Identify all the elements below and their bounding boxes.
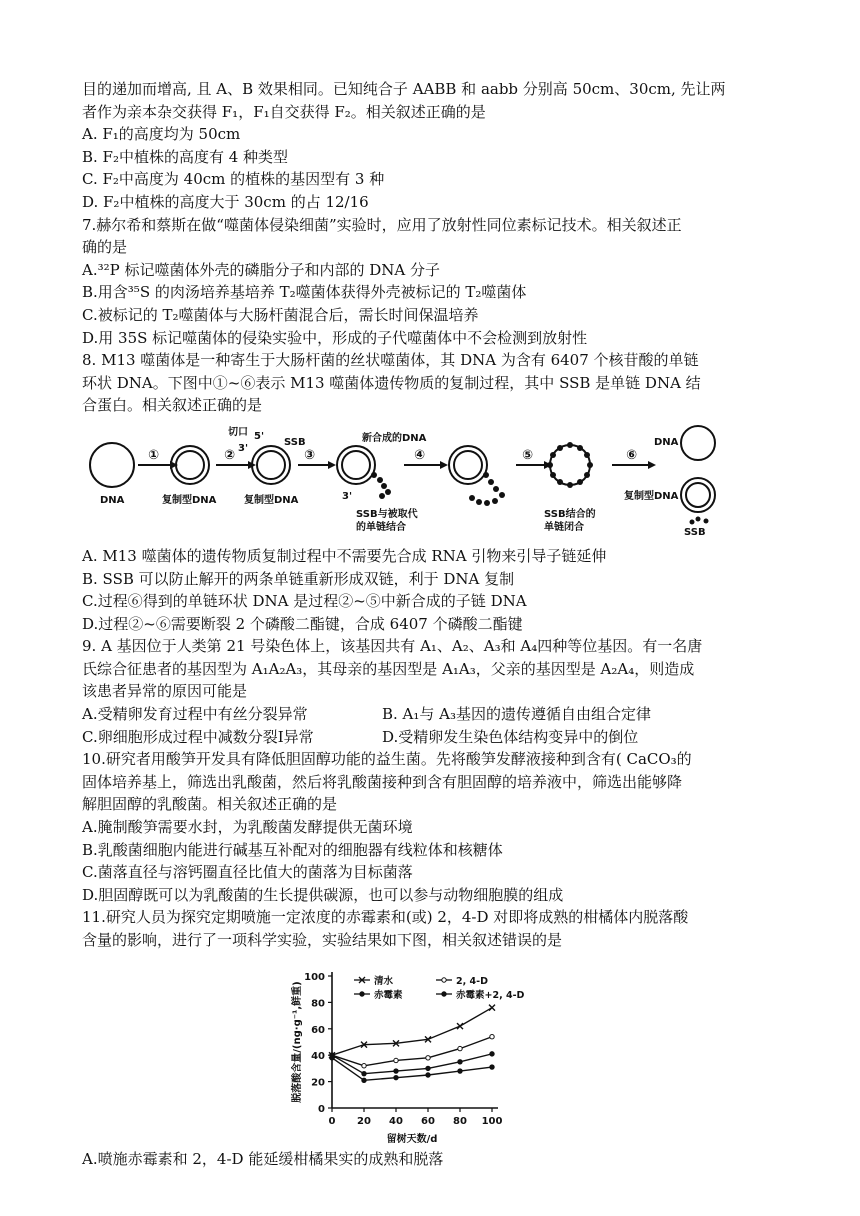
final-rf-inner xyxy=(686,483,710,507)
label-ssb-replace: SSB与被取代 xyxy=(356,508,418,520)
text-line: D.胆固醇既可以为乳酸菌的生长提供碳源，也可以参与动物细胞膜的组成 xyxy=(82,885,564,904)
option-row xyxy=(82,703,782,726)
label-dna-end: DNA xyxy=(654,436,679,448)
label-3prime-2: 3' xyxy=(342,490,353,502)
data-point xyxy=(394,1075,398,1079)
step-6: ⑥ xyxy=(626,447,638,463)
label-rf-dna-3: 复制型DNA xyxy=(624,490,679,502)
data-point xyxy=(362,1063,366,1067)
chart-svg xyxy=(278,962,548,1146)
option-d: D.受精卵发生染色体结构变异中的倒位 xyxy=(382,727,639,746)
step-3: ③ xyxy=(304,447,316,463)
data-point xyxy=(490,1064,494,1068)
label-rf-dna-1: 复制型DNA xyxy=(162,494,217,506)
legend-label: 清水 xyxy=(374,975,394,987)
text-line: C.过程⑥得到的单链环状 DNA 是过程②~⑤中新合成的子链 DNA xyxy=(82,592,527,611)
legend-marker xyxy=(442,991,446,995)
label-ssb-replace-2: 的单链结合 xyxy=(356,521,406,533)
text-line: 含量的影响，进行了一项科学实验，实验结果如下图，相关叙述错误的是 xyxy=(82,931,563,949)
legend-marker xyxy=(442,977,446,981)
text-line: 者作为亲本杂交获得 F₁，F₁自交获得 F₂。相关叙述正确的是 xyxy=(82,102,486,121)
legend-label: 赤霉素 xyxy=(374,989,403,1001)
data-point xyxy=(458,1046,462,1050)
series-line xyxy=(332,1007,492,1055)
text-line: B. SSB 可以防止解开的两条单链重新形成双链，利于 DNA 复制 xyxy=(82,569,515,588)
step-5: ⑤ xyxy=(522,447,534,463)
text-line: 确的是 xyxy=(82,238,128,257)
text-line: 8. M13 噬菌体是一种寄生于大肠杆菌的丝状噬菌体，其 DNA 为含有 6407 个核苷酸的单链 xyxy=(82,351,699,370)
abscisic-acid-chart xyxy=(278,962,548,1146)
text-line: B. F₂中植株的高度有 4 种类型 xyxy=(82,147,289,166)
option-a: A.受精卵发育过程中有丝分裂异常 xyxy=(82,705,308,724)
x-tick-label: 0 xyxy=(328,1115,336,1127)
question-block-11-options xyxy=(82,1148,782,1171)
text-line: A.腌制酸笋需要水封，为乳酸菌发酵提供无菌环境 xyxy=(82,818,413,837)
text-line: D.用 35S 标记噬菌体的侵染实验中，形成的子代噬菌体中不会检测到放射性 xyxy=(82,328,588,347)
text-line: 9. A 基因位于人类第 21 号染色体上，该基因共有 A₁、A₂、A₃和 A₄四种等位基因。有一名唐 xyxy=(82,637,703,656)
x-tick-label: 40 xyxy=(389,1115,403,1127)
exam-page xyxy=(82,78,782,1170)
text-line: 该患者异常的原因可能是 xyxy=(82,682,248,701)
label-5prime: 5' xyxy=(254,430,265,442)
data-point xyxy=(362,1078,366,1082)
legend-label: 2, 4-D xyxy=(456,975,488,987)
data-point xyxy=(330,1055,334,1059)
ssdna-circle xyxy=(90,443,134,487)
text-line: 环状 DNA。下图中①~⑥表示 M13 噬菌体遗传物质的复制过程，其中 SSB 是单链 DNA 结 xyxy=(82,373,701,392)
text-line: 固体培养基上，筛选出乳酸菌，然后将乳酸菌接种到含有胆固醇的培养液中，筛选出能够降 xyxy=(82,772,683,791)
y-axis-label: 脱落酸含量/(ng·g⁻¹,鲜重) xyxy=(292,980,303,1103)
text-line: 目的递加而增高, 且 A、B 效果相同。已知纯合子 AABB 和 aabb 分别高 50cm、30cm, 先让两 xyxy=(82,80,726,98)
text-line: D. F₂中植株的高度大于 30cm 的占 12/16 xyxy=(82,192,369,211)
label-ssb-bind-2: 单链闭合 xyxy=(544,521,584,533)
label-3prime-1: 3' xyxy=(238,442,249,454)
m13-replication-diagram xyxy=(86,423,782,541)
legend-label: 赤霉素+2, 4-D xyxy=(456,989,525,1001)
text-line: 7.赫尔希和蔡斯在做“噬菌体侵染细菌”实验时，应用了放射性同位素标记技术。相关叙述正 xyxy=(82,215,682,234)
data-point xyxy=(394,1068,398,1072)
data-point xyxy=(457,1023,463,1029)
label-rf-dna-2: 复制型DNA xyxy=(244,494,299,506)
option-c: C.卵细胞形成过程中减数分裂Ⅰ异常 xyxy=(82,727,314,746)
x-tick-label: 100 xyxy=(481,1115,503,1127)
text-line: 氏综合征患者的基因型为 A₁A₂A₃，其母亲的基因型是 A₁A₃，父亲的基因型是 A₂A₄，则造成 xyxy=(82,659,695,678)
text-line: D.过程②~⑥需要断裂 2 个磷酸二酯键，合成 6407 个磷酸二酯键 xyxy=(82,614,523,633)
ssb-circle xyxy=(550,445,590,485)
step-4: ④ xyxy=(414,447,426,463)
question-block-6-8 xyxy=(82,78,782,417)
text-line: B.用含³⁵S 的肉汤培养基培养 T₂噬菌体获得外壳被标记的 T₂噬菌体 xyxy=(82,283,527,302)
final-ssdna-circle xyxy=(681,426,715,460)
y-tick-label: 60 xyxy=(311,1024,325,1036)
ssb-beads-4 xyxy=(371,472,391,499)
label-new-dna: 新合成的DNA xyxy=(362,432,427,444)
text-line: 11.研究人员为探究定期喷施一定浓度的赤霉素和(或) 2，4-D 对即将成熟的柑橘体内脱落酸 xyxy=(82,908,689,927)
option-b: B. A₁与 A₃基因的遗传遵循自由组合定律 xyxy=(382,705,652,724)
data-point xyxy=(489,1004,495,1010)
data-point xyxy=(362,1071,366,1075)
label-ssb-end: SSB xyxy=(684,526,706,538)
y-tick-label: 0 xyxy=(318,1103,325,1115)
text-line: A.³²P 标记噬菌体外壳的磷脂分子和内部的 DNA 分子 xyxy=(82,260,441,279)
text-line: 10.研究者用酸笋开发具有降低胆固醇功能的益生菌。先将酸笋发酵液接种到含有( CaCO₃的 xyxy=(82,750,692,769)
label-ssb-bind: SSB结合的 xyxy=(544,508,596,520)
question-block-10-11 xyxy=(82,748,782,951)
y-tick-label: 80 xyxy=(311,997,325,1009)
x-tick-label: 60 xyxy=(421,1115,435,1127)
text-line: C.菌落直径与溶钙圈直径比值大的菌落为目标菌落 xyxy=(82,863,413,882)
option-row xyxy=(82,726,782,749)
text-line: A.喷施赤霉素和 2，4-D 能延缓柑橘果实的成熟和脱落 xyxy=(82,1149,444,1168)
y-tick-label: 100 xyxy=(304,971,325,983)
step-2: ② xyxy=(224,447,236,463)
rolling-circle-inner-2 xyxy=(454,451,482,479)
rolling-circle-inner xyxy=(342,451,370,479)
text-line: A. F₁的高度均为 50cm xyxy=(82,125,241,144)
data-point xyxy=(490,1034,494,1038)
rf-dna-inner xyxy=(176,451,204,479)
y-tick-label: 40 xyxy=(311,1050,325,1062)
data-point xyxy=(426,1072,430,1076)
text-line: C.被标记的 T₂噬菌体与大肠杆菌混合后，需长时间保温培养 xyxy=(82,305,479,324)
text-line: C. F₂中高度为 40cm 的植株的基因型有 3 种 xyxy=(82,170,385,189)
legend-marker xyxy=(360,991,364,995)
label-nick: 切口 xyxy=(228,426,248,438)
ssb-dots-final xyxy=(690,516,709,524)
data-point xyxy=(458,1059,462,1063)
question-block-8-9 xyxy=(82,545,782,748)
y-tick-label: 20 xyxy=(311,1077,325,1089)
text-line: B.乳酸菌细胞内能进行碱基互补配对的细胞器有线粒体和核糖体 xyxy=(82,840,503,859)
step-1: ① xyxy=(148,447,160,463)
x-tick-label: 80 xyxy=(453,1115,467,1127)
x-axis-label: 留树天数/d xyxy=(386,1133,438,1145)
text-line: A. M13 噬菌体的遗传物质复制过程中不需要先合成 RNA 引物来引导子链延伸 xyxy=(82,546,607,565)
data-point xyxy=(426,1066,430,1070)
x-tick-label: 20 xyxy=(357,1115,371,1127)
data-point xyxy=(458,1068,462,1072)
rf-dna-inner-2 xyxy=(257,451,285,479)
data-point xyxy=(394,1058,398,1062)
label-dna: DNA xyxy=(100,494,125,506)
label-ssb: SSB xyxy=(284,436,306,448)
text-line: 解胆固醇的乳酸菌。相关叙述正确的是 xyxy=(82,795,338,814)
data-point xyxy=(426,1055,430,1059)
text-line: 合蛋白。相关叙述正确的是 xyxy=(82,396,263,415)
data-point xyxy=(490,1051,494,1055)
m13-replication-svg xyxy=(86,423,726,541)
ssb-beads-6 xyxy=(547,442,593,488)
